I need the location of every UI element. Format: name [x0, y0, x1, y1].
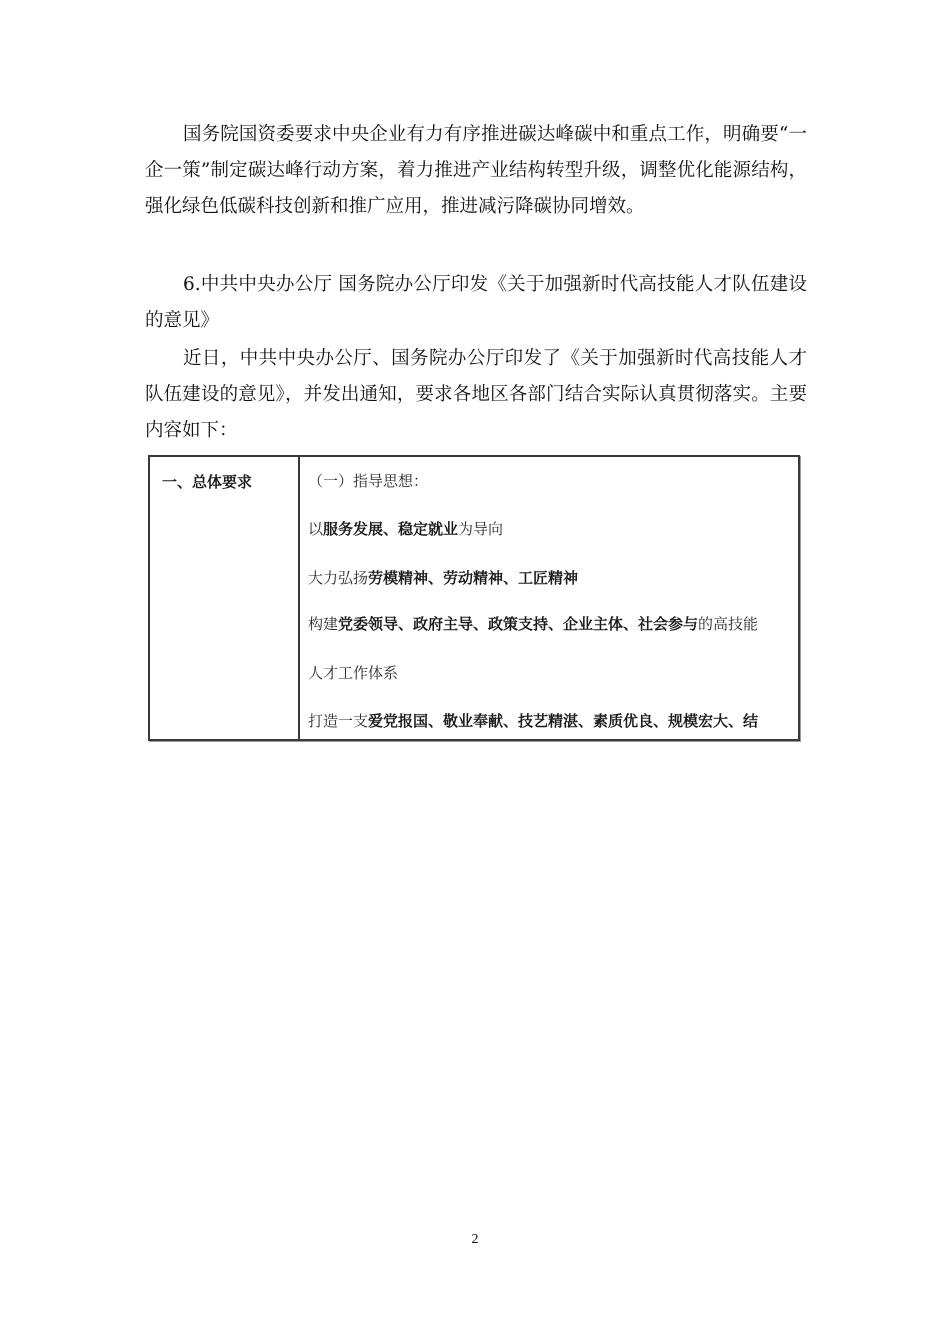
- table-text: 大力弘扬: [308, 569, 369, 587]
- table-text-bold: 党委领导、政府主导、政策支持、企业主体、社会参与: [338, 615, 699, 633]
- table-text: 以: [308, 520, 324, 538]
- table-text: 的高技能: [698, 615, 759, 633]
- table-row: [308, 614, 758, 634]
- table-text: （一）指导思想：: [308, 472, 429, 490]
- table-left-header: 一、总体要求: [150, 457, 300, 739]
- table-row: [308, 711, 758, 731]
- table-row: [308, 663, 398, 683]
- table-text-bold: 服务发展、稳定就业: [323, 520, 459, 538]
- table-row: [308, 471, 428, 491]
- table-row: [308, 519, 503, 539]
- table-right-content: [300, 457, 798, 739]
- paragraph-opinion-intro: 近日，中共中央办公厅、国务院办公厅印发了《关于加强新时代高技能人才队伍建设的意见》，并发出通知，要求各地区各部门结合实际认真贯彻落实。主要内容如下：: [145, 348, 807, 441]
- table-row: [308, 568, 578, 588]
- table-text: 构建: [308, 615, 339, 633]
- table-text: 为导向: [458, 520, 504, 538]
- page-number: 2: [471, 1232, 479, 1247]
- embedded-table-image: [148, 455, 800, 741]
- table-text: 人才工作体系: [308, 664, 399, 682]
- table-text-bold: 劳模精神、劳动精神、工匠精神: [368, 569, 579, 587]
- table-text-bold: 爱党报国、敬业奉献、技艺精湛、素质优良、规模宏大、结: [368, 712, 759, 730]
- section-heading-skilled-talent: 6.中共中央办公厅 国务院办公厅印发《关于加强新时代高技能人才队伍建设的意见》: [145, 274, 807, 331]
- table-text: 打造一支: [308, 712, 369, 730]
- paragraph-sasac-carbon: 国务院国资委要求中央企业有力有序推进碳达峰碳中和重点工作，明确要“一企一策”制定碳达峰行动方案，着力推进产业结构转型升级，调整优化能源结构，强化绿色低碳科技创新和推广应用，推进减污降碳协同增效。: [145, 124, 807, 217]
